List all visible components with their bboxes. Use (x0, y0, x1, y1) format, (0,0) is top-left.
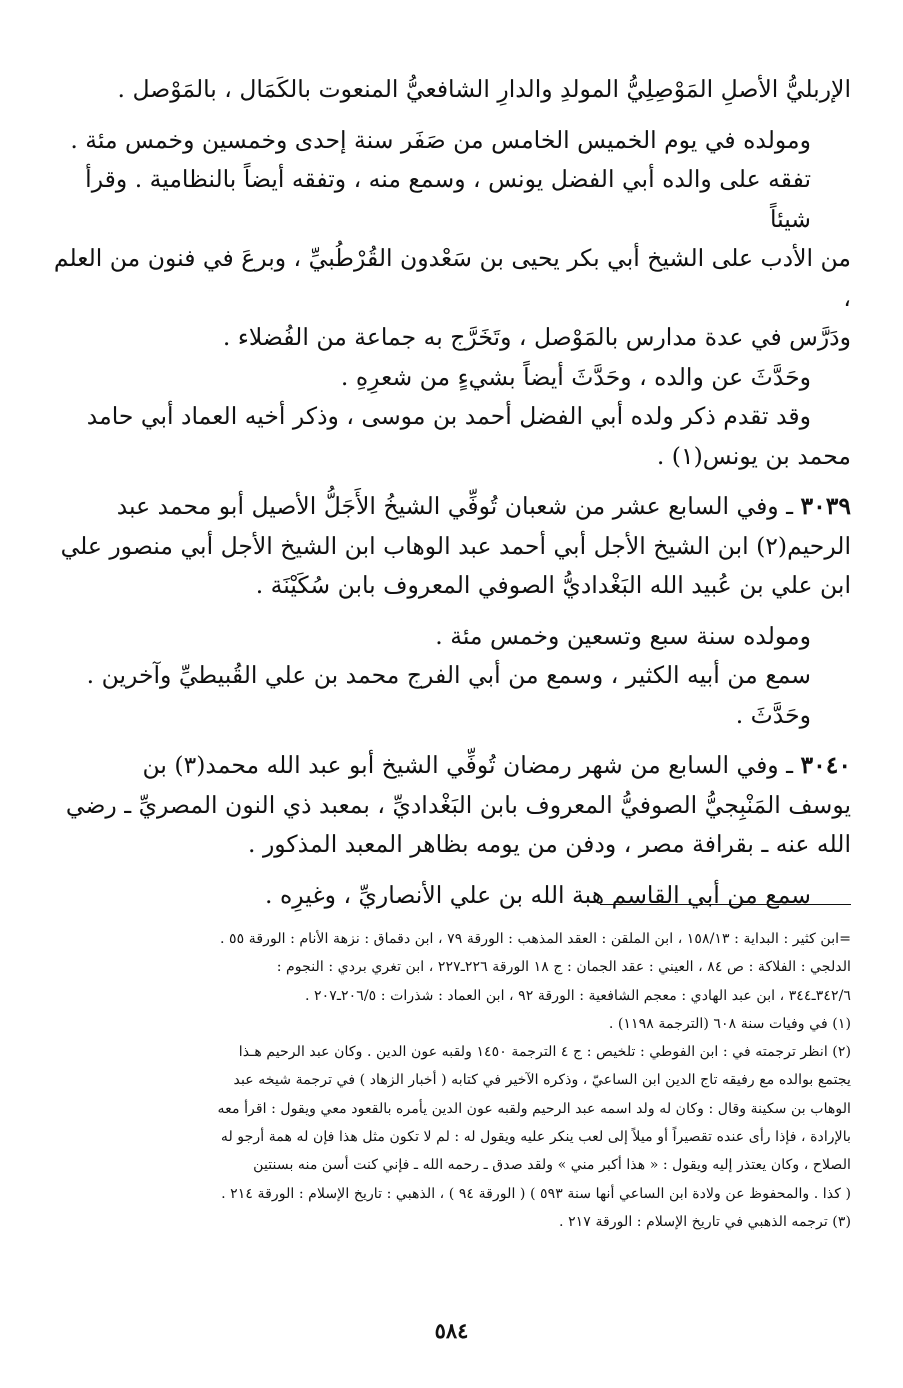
entry-3040-first-line (50, 746, 851, 786)
entry-3039-first-line (50, 487, 851, 527)
footnote-separator (600, 904, 851, 905)
text-line: محمد بن يونس(١) . (656, 441, 851, 470)
text-line: سمع من أبيه الكثير ، وسمع من أبي الفرج محمد بن علي القُبيطيِّ وآخرين . (86, 661, 811, 689)
footnote-3: (٣) ترجمه الذهبي في تاريخ الإسلام : الورقة ٢١٧ . (559, 1213, 851, 1230)
text-line: ـ وفي السابع عشر من شعبان تُوفِّي الشيخُ الأَجَلُّ الأصيل أبو محمد عبد (116, 492, 794, 520)
footnote-line: =ابن كثير : البداية : ١٥٨/١٣ ، ابن الملقن : العقد المذهب : الورقة ٧٩ ، ابن دقماق : نزهة الأنام : الورقة ٥٥ . (219, 931, 851, 947)
footnote-line: ( كذا . والمحفوظ عن ولادة ابن الساعي أنها سنة ٥٩٣ ) ( الورقة ٩٤ ) ، الذهبي : تاريخ الإسلام : الورقة ٢١٤ . (221, 1185, 851, 1202)
text-line: تفقه على والده أبي الفضل يونس ، وسمع منه ، وتفقه أيضاً بالنظامية . وقرأ شيئاً (85, 165, 811, 233)
text-line: وقد تقدم ذكر ولده أبي الفضل أحمد بن موسى ، وذكر أخيه العماد أبي حامد (86, 402, 811, 430)
text-line: يوسف المَنْبِجيُّ الصوفيُّ المعروف بابن البَغْداديِّ ، بمعبد ذي النون المصريِّ ـ رضي (65, 790, 851, 819)
entry-number: ٣٠٣٩ (800, 492, 851, 520)
text-line: ـ وفي السابع من شهر رمضان تُوفِّي الشيخ أبو عبد الله محمد(٣) بن (142, 751, 794, 779)
text-line: الله عنه ـ بقرافة مصر ، ودفن من يومه بظاهر المعبد المذكور . (248, 830, 851, 858)
text-line: ودَرَّس في عدة مدارس بالمَوْصل ، وتَخَرَّج به جماعة من الفُضلاء . (222, 323, 851, 351)
text-line: وحَدَّثَ . (735, 700, 811, 729)
text-line: ومولده في يوم الخميس الخامس من صَفَر سنة إحدى وخمسين وخمس مئة . (70, 125, 811, 154)
text-line: ومولده سنة سبع وتسعين وخمس مئة . (435, 621, 811, 650)
main-text (50, 70, 851, 915)
footnote-line: الصلاح ، وكان يعتذر إليه ويقول : « هذا أكبر مني » ولقد صدق ـ رحمه الله ـ فإني كنت أسن منه بسنتين (253, 1157, 851, 1174)
text-line: من الأدب على الشيخ أبي بكر يحيى بن سَعْدون القُرْطُبيِّ ، وبرعَ في فنون من العلم ، (53, 244, 851, 312)
footnote-line: الدلجي : الفلاكة : ص ٨٤ ، العيني : عقد الجمان : ج ١٨ الورقة ٢٢٦ـ٢٢٧ ، ابن تغري بردي : النجوم : (276, 959, 851, 976)
footnote-line: الوهاب بن سكينة وقال : وكان له ولد اسمه عبد الرحيم ولقبه عون الدين يأمره بالقعود معي ويقول : اقرأ معه (217, 1100, 851, 1117)
footnote-1: (١) في وفيات سنة ٦٠٨ (الترجمة ١١٩٨) . (608, 1015, 851, 1032)
text-line: الرحيم(٢) ابن الشيخ الأجل أبي أحمد عبد الوهاب ابن الشيخ الأجل أبي منصور علي (60, 531, 851, 560)
footnote-line: بالإرادة ، فإذا رأى عنده تقصيراً أو ميلاً إلى لعب ينكر عليه ويقول له : لم لا تكون مثل هذا فإن له همة أرجو له (220, 1129, 851, 1146)
footnote-line: يجتمع بوالده مع رفيقه تاج الدين ابن الساعيّ ، وذكره الآخير في كتابه ( أخبار الزهاد ) في ترجمة شيخه عبد (233, 1072, 851, 1089)
text-line: وحَدَّثَ عن والده ، وحَدَّثَ أيضاً بشيءٍ من شعرِهِ . (340, 362, 811, 391)
footnotes (44, 925, 851, 1236)
text-line: سمع من أبي القاسم هبة الله بن علي الأنصاريِّ ، وغيرِه . (265, 880, 811, 909)
entry-number: ٣٠٤٠ (800, 751, 851, 779)
page-number: ٥٨٤ (434, 1318, 469, 1343)
footnote-2: (٢) انظر ترجمته في : ابن الفوطي : تلخيص : ج ٤ الترجمة ١٤٥٠ ولقبه عون الدين . وكان عبد الرحيم هـذا (238, 1044, 851, 1061)
footnote-line: ٣٤٢/٦ـ٣٤٤ ، ابن عبد الهادي : معجم الشافعية : الورقة ٩٢ ، ابن العماد : شذرات : ٢٠٦/٥ـ٢٠٧ . (304, 987, 851, 1004)
text-line: الإربليُّ الأصلِ المَوْصِلِيُّ المولدِ والدارِ الشافعيُّ المنعوت بالكَمَال ، بالمَوْصل . (117, 75, 851, 103)
text-line: ابن علي بن عُبيد الله البَغْداديُّ الصوفي المعروف بابن سُكَيْنَة . (255, 571, 851, 599)
